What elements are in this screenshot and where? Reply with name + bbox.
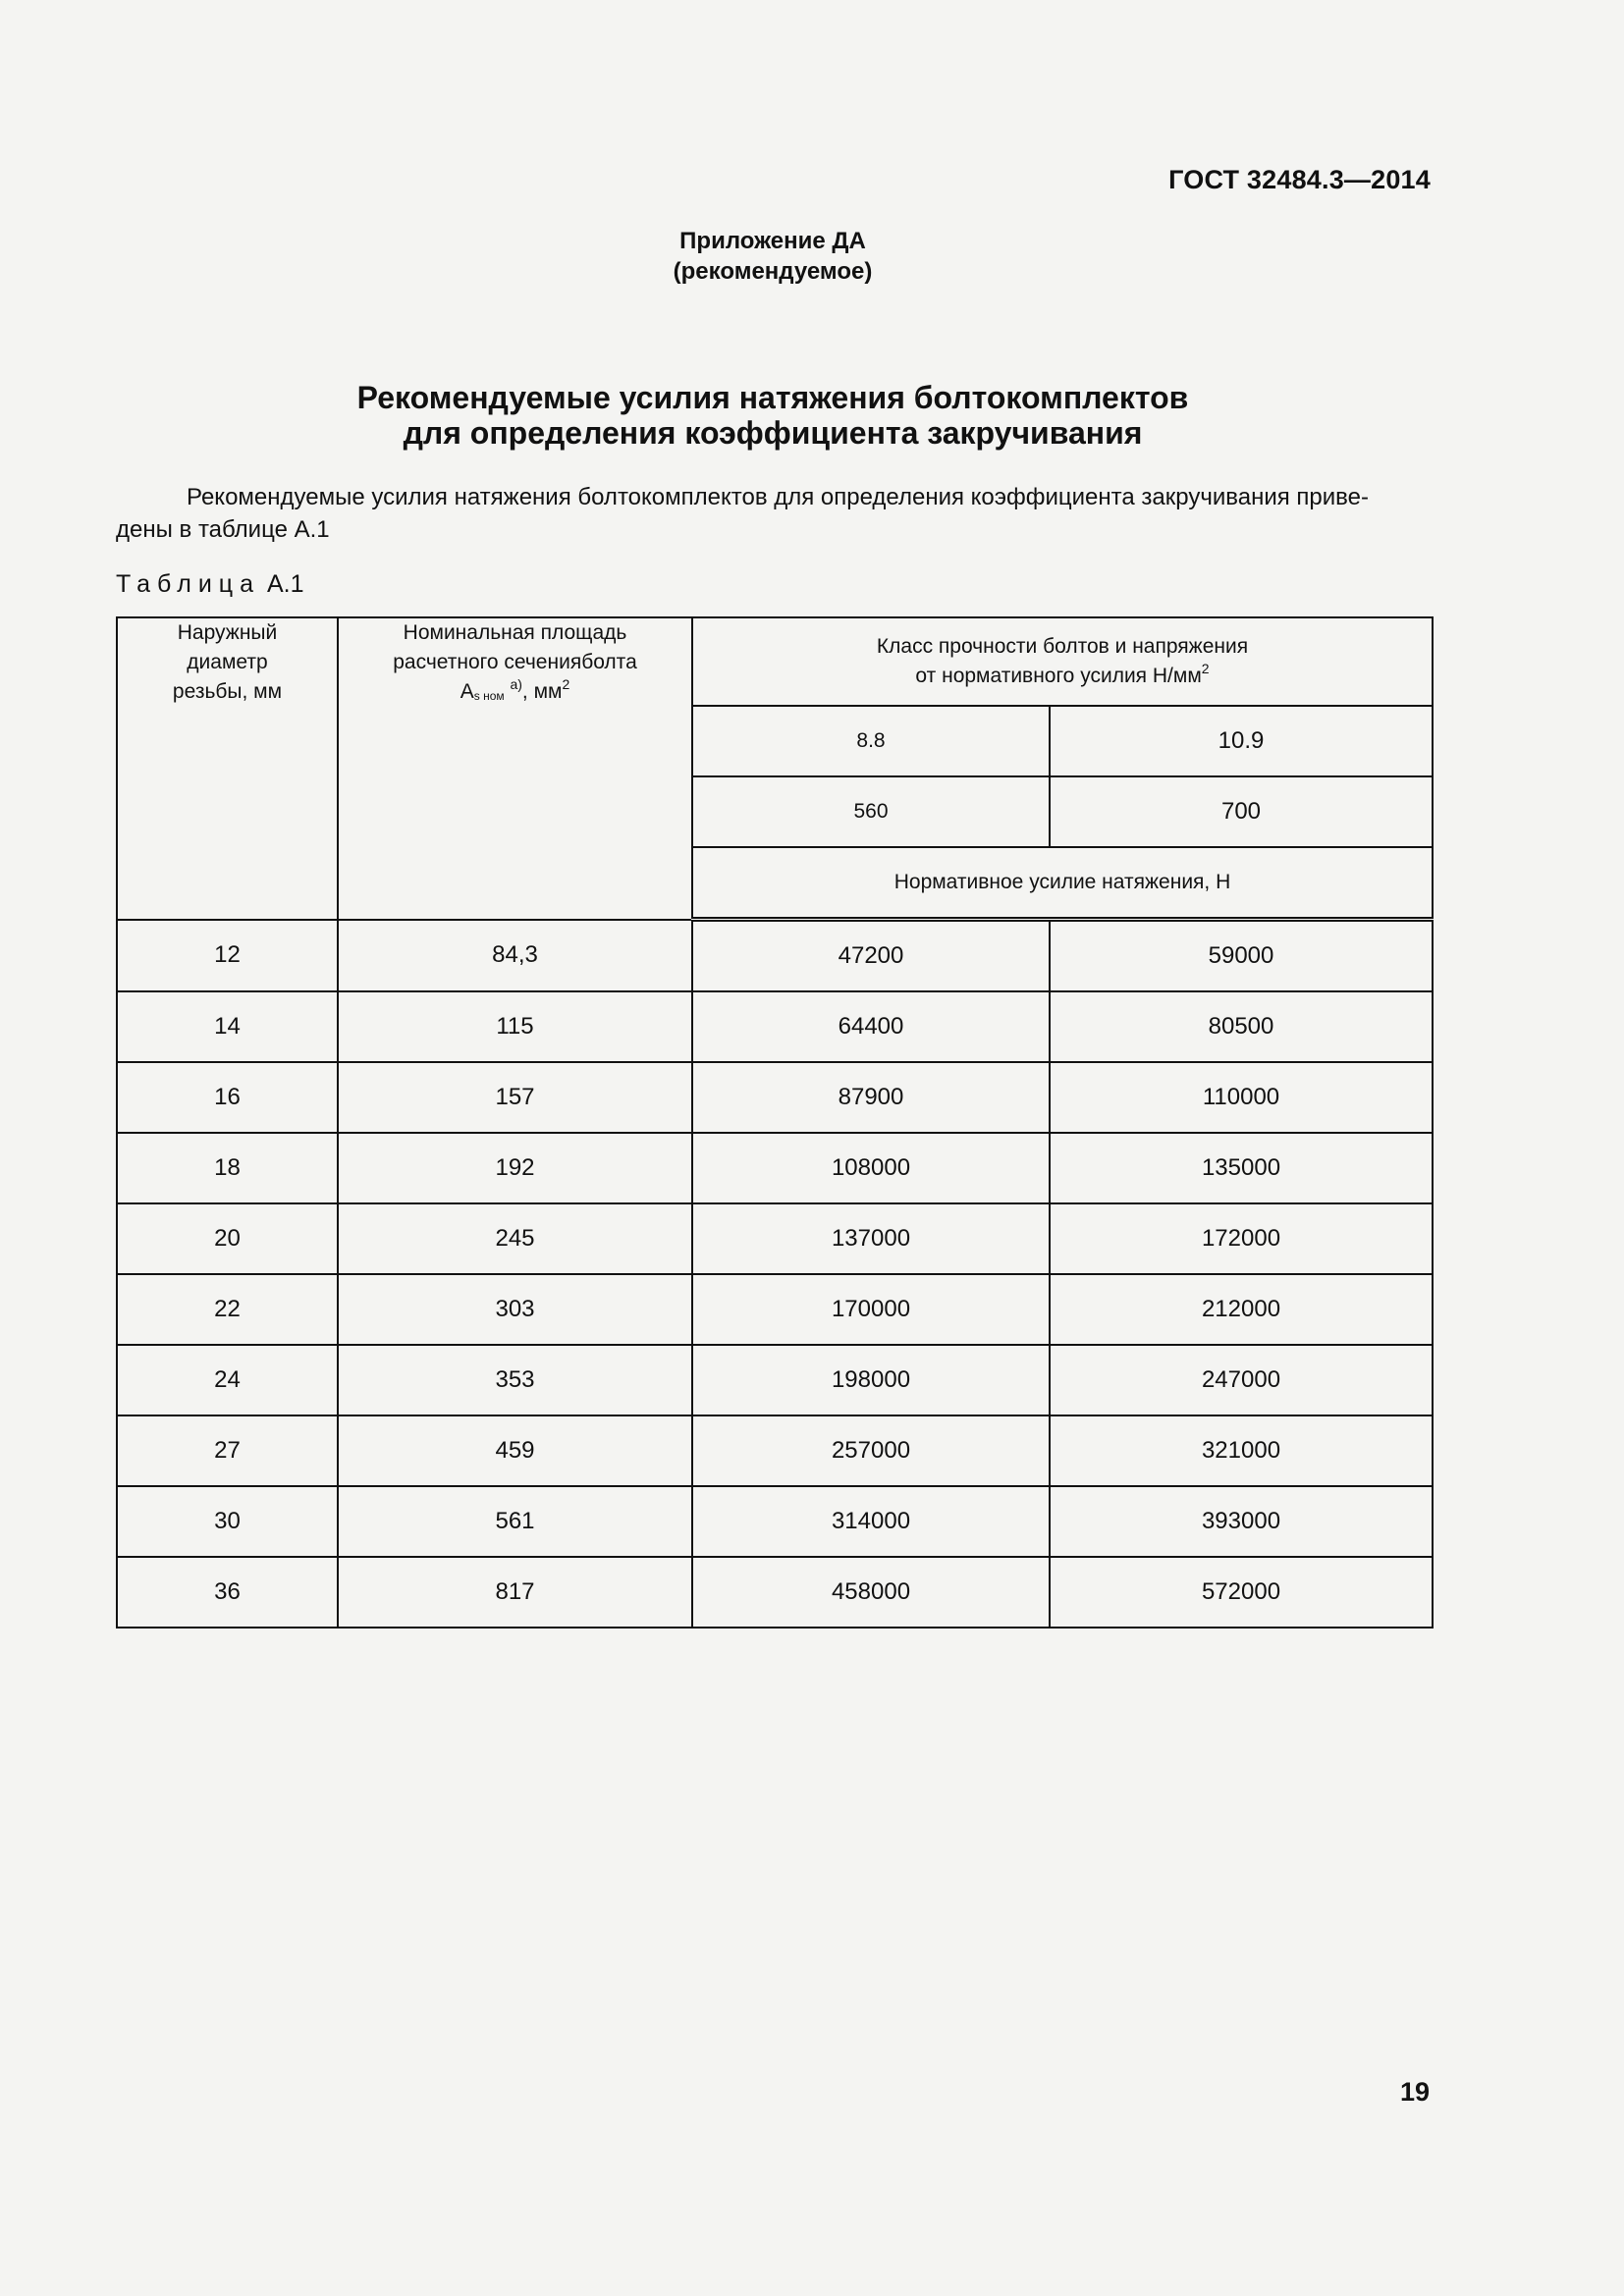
header-row [117,617,1433,706]
force-8-8-cell: 314000 [692,1486,1050,1557]
force-8-8-cell: 87900 [692,1062,1050,1133]
header-diameter-line-3: резьбы, мм [172,680,283,703]
diameter-cell: 22 [117,1274,338,1345]
header-area [338,617,692,920]
table-row [117,1062,1433,1133]
force-8-8-cell: 170000 [692,1274,1050,1345]
table-row [117,1203,1433,1274]
area-cell: 459 [338,1415,692,1486]
table-row [117,1345,1433,1415]
header-area-line-2: расчетного сеченияболта [393,651,637,673]
force-8-8-cell: 458000 [692,1557,1050,1628]
section-title-line-2: для определения коэффициента закручивания [403,415,1143,451]
diameter-cell: 30 [117,1486,338,1557]
area-unit-exponent: 2 [562,676,570,692]
header-diameter-line-2: диаметр [187,651,268,673]
header-area-line-3 [339,677,691,707]
header-class-10-9: 10.9 [1050,706,1433,776]
force-10-9-cell: 59000 [1050,920,1433,992]
area-symbol: A [460,680,474,703]
appendix-heading [0,226,1545,287]
diameter-cell: 24 [117,1345,338,1415]
diameter-cell: 14 [117,991,338,1062]
area-cell: 817 [338,1557,692,1628]
table-caption-number: А.1 [266,570,304,598]
force-10-9-cell: 212000 [1050,1274,1433,1345]
header-class-line-2 [693,662,1432,691]
table-row [117,1415,1433,1486]
force-8-8-cell: 137000 [692,1203,1050,1274]
intro-line-1: Рекомендуемые усилия натяжения болтокомплектов для определения коэффициента закручивания приве- [187,484,1369,510]
header-strength-class [692,617,1433,706]
table-body [117,920,1433,1629]
header-force-label: Нормативное усилие натяжения, Н [692,847,1433,920]
table-row [117,1274,1433,1345]
document-code: ГОСТ 32484.3—2014 [1168,165,1431,194]
appendix-title: Приложение ДА [679,228,866,254]
header-stress-700: 700 [1050,776,1433,847]
header-diameter [117,617,338,920]
appendix-status: (рекомендуемое) [673,258,873,285]
header-class-exponent: 2 [1201,661,1210,676]
area-cell: 245 [338,1203,692,1274]
diameter-cell: 16 [117,1062,338,1133]
area-cell: 303 [338,1274,692,1345]
table-row [117,1133,1433,1203]
force-8-8-cell: 64400 [692,991,1050,1062]
intro-line-2: дены в таблице А.1 [116,516,330,543]
table-row [117,920,1433,992]
area-cell: 561 [338,1486,692,1557]
force-10-9-cell: 172000 [1050,1203,1433,1274]
force-8-8-cell: 108000 [692,1133,1050,1203]
page-number: 19 [1399,2077,1430,2107]
force-10-9-cell: 110000 [1050,1062,1433,1133]
header-stress-560: 560 [692,776,1050,847]
force-10-9-cell: 135000 [1050,1133,1433,1203]
header-class-8-8: 8.8 [692,706,1050,776]
force-10-9-cell: 393000 [1050,1486,1433,1557]
area-cell: 192 [338,1133,692,1203]
force-10-9-cell: 80500 [1050,991,1433,1062]
force-8-8-cell: 257000 [692,1415,1050,1486]
force-10-9-cell: 247000 [1050,1345,1433,1415]
area-cell: 84,3 [338,920,692,992]
section-title-line-1: Рекомендуемые усилия натяжения болтокомплектов [356,380,1189,415]
force-10-9-cell: 321000 [1050,1415,1433,1486]
area-cell: 115 [338,991,692,1062]
header-class-line-1: Класс прочности болтов и напряжения [876,635,1249,658]
force-10-9-cell: 572000 [1050,1557,1433,1628]
force-8-8-cell: 198000 [692,1345,1050,1415]
header-area-line-1: Номинальная площадь [403,621,627,644]
table-caption [116,570,304,599]
table-header [117,617,1433,920]
section-title [0,380,1545,451]
table-caption-word: Таблица [116,570,261,598]
diameter-cell: 36 [117,1557,338,1628]
bolt-tension-table [116,616,1434,1629]
area-subscript: s ном [473,689,505,703]
header-class-line-2-text: от нормативного усилия Н/мм [915,665,1202,687]
table-row [117,991,1433,1062]
diameter-cell: 12 [117,920,338,992]
area-footnote-mark: а) [510,676,522,692]
table-row [117,1486,1433,1557]
diameter-cell: 18 [117,1133,338,1203]
table-row [117,1557,1433,1628]
header-diameter-line-1: Наружный [177,621,278,644]
force-8-8-cell: 47200 [692,920,1050,992]
area-unit: , мм [521,680,563,703]
intro-paragraph [116,481,1432,546]
diameter-cell: 20 [117,1203,338,1274]
area-cell: 353 [338,1345,692,1415]
diameter-cell: 27 [117,1415,338,1486]
area-cell: 157 [338,1062,692,1133]
